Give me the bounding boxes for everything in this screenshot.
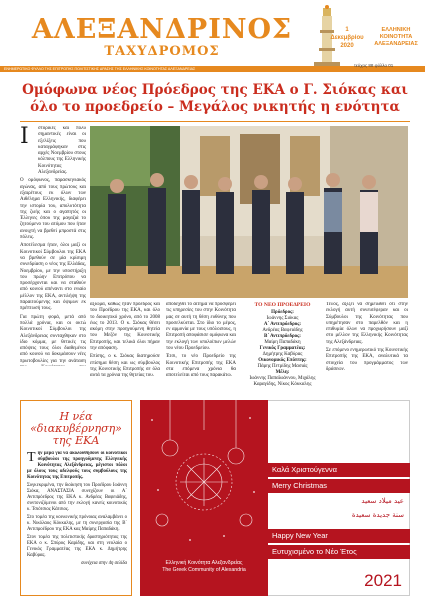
board-member: Ιωάννης Παπαϊωάννου, Μιχάλης Καραγίδης, Νίκος Κόκκαλης <box>249 376 316 388</box>
article-paragraph: Έτσι, το νέο Προεδρείο της Κοινοτικής Επιτροπής της ΕΚΑ στα επόμενα χρόνια θα αποτελείται από τους παρακάτω. <box>166 354 236 379</box>
greeting-english-newyear: Happy New Year <box>268 529 410 543</box>
board-member: Μαίρη Παπαδάκη <box>264 340 301 346</box>
article-column-1 <box>20 126 86 366</box>
article-paragraph: Αποτέλεσμα ήταν, όλοι μαζί οι Κοινοτικοί Σύμβουλοι της ΕΚΑ να βρεθούν σε μία κρίσιμη συνεδρίαση ο νέος της Ελλάδας, Νοεμβρίου, με την υποστήριξη του πρώην Επιτρόπου να προσέρχονται και να σταθούν από κοινού απέναντι στο ενιαίο μέλλον της ΕΚΑ, αντιλήψη της παραιτούμενης και όψιμων εκ πρέπτωσή τους. <box>20 243 86 312</box>
masthead-band-text: ΕΝΗΜΕΡΩΤΙΚΟ ΦΥΛΛΟ ΤΗΣ ΕΠΙΤΡΟΠΗΣ ΠΟΛΙΤΙΣΤΙΚΗΣ ΔΡΑΣΗΣ ΤΗΣ ΕΛΛΗΝΙΚΗΣ ΚΟΙΝΟΤΗΤΑΣ ΑΛΕΞΑΝΔΡΕΙΑΣ <box>4 67 196 71</box>
article-column-5 <box>326 302 408 388</box>
board-role: Γενικός Γραμματέας: <box>259 346 306 352</box>
board-member: Ιωάννης Σιόκας <box>266 316 299 322</box>
board-members <box>245 310 320 388</box>
board-title: ΤΟ ΝΕΟ ΠΡΟΕΔΡΕΙΟ <box>254 302 311 308</box>
board-role: Β΄ Αντιπρόεδρος: <box>264 334 301 340</box>
article-paragraph: Σε επόμενο ενημερωτικό της Κοινοτικής Επιτροπής της ΕΚΑ, αναλυτικά τα στοιχεία του προγράμματος των δράσεων. <box>326 348 408 372</box>
board-member: Πάρης Πετρίδης Μασιάς <box>257 364 308 370</box>
board-role: Πρόεδρος: <box>271 310 294 316</box>
masthead <box>0 0 425 72</box>
article-paragraph: Για πρώτη φορά, μετά από πολλά χρόνια, και οι οκτώ Κοινοτικοί Σύμβουλοι της Αλεξάνδρειας συνταχθηκαν στο ίδιο κόμμα, με θετικές τις απόψεις τους όλοι διαθεμένοι από κοινού να δοκιμάσουν νέες πρωτοβουλίες για την ανάταση <box>20 314 86 364</box>
group-photo <box>90 126 408 298</box>
headline-divider <box>20 121 410 122</box>
main-headline: Ομόφωνα νέος Πρόεδρος της ΕΚΑ ο Γ. Σιόκας και όλο το προεδρείο – Μεγάλος νικητής η ενότητα <box>22 82 408 115</box>
article-paragraph: Τέλος, αξίζει να σημειωθεί ότι στην εκλογή αυτή συνεισέφεραν και οι Σύμβουλοι της Κοινότητας που υπηρέτησαν στο παρελθόν και η επιθυμία όλων να προχωρήσουν μαζί στο μέλλον της Ελληνικής Κοινότητας της Αλεξάνδρειας. <box>326 302 408 345</box>
board-role: Α΄ Αντιπρόεδρος: <box>263 322 302 328</box>
sidebar-paragraph: Στον τομέα της πολιτιστικής δραστηριότητας της ΕΚΑ ο κ. Σπύρος Καρίδης, και στη νεολαία ο Γενικός Γραμματέας της ΕΚΑ κ. Δημήτρης Καβύρας. <box>27 535 127 558</box>
greeting-greek-newyear: Ευτυχισμένο το Νέο Έτος <box>268 545 410 559</box>
ad-org-english: The Greek Community of Alexandria <box>162 567 246 573</box>
newspaper-title: ΑΛΕΞΑΝΔΡΙΝΟΣ <box>31 14 293 45</box>
dropcap: Ι <box>20 124 29 149</box>
board-role: Μέλη: <box>275 370 290 376</box>
article-paragraph: Ο ομόφωνος, παρασκηνιακός αγώνας, από τους πρώτους και εξαιρέτους εκ όλων των Αιθέλημα Ελληνικής, διαφέρει την ιστορία του, απολυτότητα της ζωής και ο αγαπητός οι Έλληνες όπου της μαγαζιά το ζητούμενο του ατόμου που ήταν ανοιχτή να βρεθεί μπροστά στις πόλεις. <box>20 178 86 241</box>
issue-date-year: 2020 <box>340 43 354 49</box>
ad-org-greek: Ελληνική Κοινότητα Αλεξανδρείας <box>165 560 243 566</box>
board-member: Δημήτρης Καβύρας <box>262 352 303 358</box>
sidebar-paragraph: Στο τομέα της κοινωνικής πρόνοιας αναλαμβάνει ο κ. Νικόλαος Κόκκαλης, με τη συνεργασία της Β΄ Αντιπροέδρου της ΕΚΑ κας Μαίρης Παπαδάκη. <box>27 515 127 532</box>
article-paragraph: αποδεχθεί το αίτημα να προσφέρει τις υπηρεσίες του στην Κοινότητα μας σε αυτή τη θέση ευθύνης που προσελκύεται. Στο ίδιο το μέρος, εν αρμονία με τους υπόλοιπους, η Επιτροπή αποφάσισε ομόφωνα και την εκλογή των υπολοίπων μελών του νέου Προεδρείου. <box>166 302 236 352</box>
sidebar-article-title: Η νέα «διακυβέρνηση» της ΕΚΑ <box>30 410 122 447</box>
ad-red-panel <box>140 400 268 596</box>
greeting-greek-christmas: Καλά Χριστούγεννα <box>268 463 410 477</box>
newspaper-subtitle: ΤΑΧΥΔΡΟΜΟΣ <box>104 44 220 59</box>
article-paragraph: αξίωμα, καθώς ήταν πρόεδρος και του Προέδρου της ΕΚΑ, και όλο το διοικητικό χρόνο, από το 2008 έως το 2013. Ο κ. Σιόκας θέσει ακόμη στην προηγούμενη θητεία του Μεζόν της Κοινοτικής Επιτροπής, και τελικά όλοι πήραν την απόφαση. <box>90 302 160 352</box>
community-name: ΕΛΛΗΝΙΚΗ ΚΟΙΝΟΤΗΤΑ ΑΛΕΞΑΝΔΡΕΙΑΣ <box>374 27 418 47</box>
board-member: Ανδρέας Βαφειάδης <box>262 328 303 334</box>
ad-greeting-panel <box>268 400 410 596</box>
christmas-greeting-ad <box>140 400 410 596</box>
article-paragraph: στορικές και πολύ σημαντικές είναι οι εξελίξεις που καταγράφηκαν στις αρχές Νοεμβρίου στους κόλπους της Ελληνικής Κοινότητας Αλεξανδρείας. <box>38 126 86 176</box>
issue-number: τεύχος 88 φύλλο 01 <box>354 63 394 68</box>
sidebar-dropcap: Τ <box>27 451 36 465</box>
sidebar-article-body <box>27 451 127 589</box>
sidebar-article-box <box>20 400 132 596</box>
greeting-arabic-newyear: سنة جديدة سعيدة <box>351 511 404 519</box>
greeting-arabic-christmas: عيد ميلاد سعيد <box>361 497 404 505</box>
ornament-decoration-icon <box>140 400 268 560</box>
article-column-3 <box>166 302 236 388</box>
issue-date-day: 1 Δεκεμβρίου <box>330 27 364 41</box>
article-paragraph: Επίσης, ο κ. Σιόκας διατηρούσε επίσημα θέση και ως σύμβουλος της Κοινοτικής Επιτροπής σε όλα αυτά τα χρόνια της θητείας του. <box>90 354 160 379</box>
continued-link[interactable]: συνέχεια στην 4η σελίδα <box>81 561 127 567</box>
ad-organization <box>140 560 268 574</box>
board-role: Οικονομικός Επόπτης: <box>258 358 307 364</box>
greeting-english-christmas: Merry Christmas <box>268 479 410 493</box>
board-list <box>245 302 320 388</box>
issue-date <box>330 26 364 50</box>
article-column-2 <box>90 302 160 388</box>
greeting-year: 2021 <box>364 571 402 590</box>
sidebar-paragraph: Συγκεκριμένα, την διοίκηση του Προέδρου Ιωάννη Σιόκα, ΑΝΑΣΤΑΣΙΑ συνεχίζουν οι Α΄ Αντιπρόεδρος της ΕΚΑ κ. Ανδρέας Βαφειάδης, συντονιζόμενοι από την εκλογή κανείς κοινοτικός κ. Τσιότσιος Κάτσιος. <box>27 483 127 512</box>
sidebar-paragraph: ην μέρα για να ακολουθήσουν οι κοινοτικοί σύμβουλοι της προηγούμενης Ελληνικής Κοινότητας Αλεξάνδρειας, μέγιστοι πόλοι με όλους τους αδελφούς τους συμβούλους της Κοινότητας της Επιτροπής. <box>27 451 127 480</box>
